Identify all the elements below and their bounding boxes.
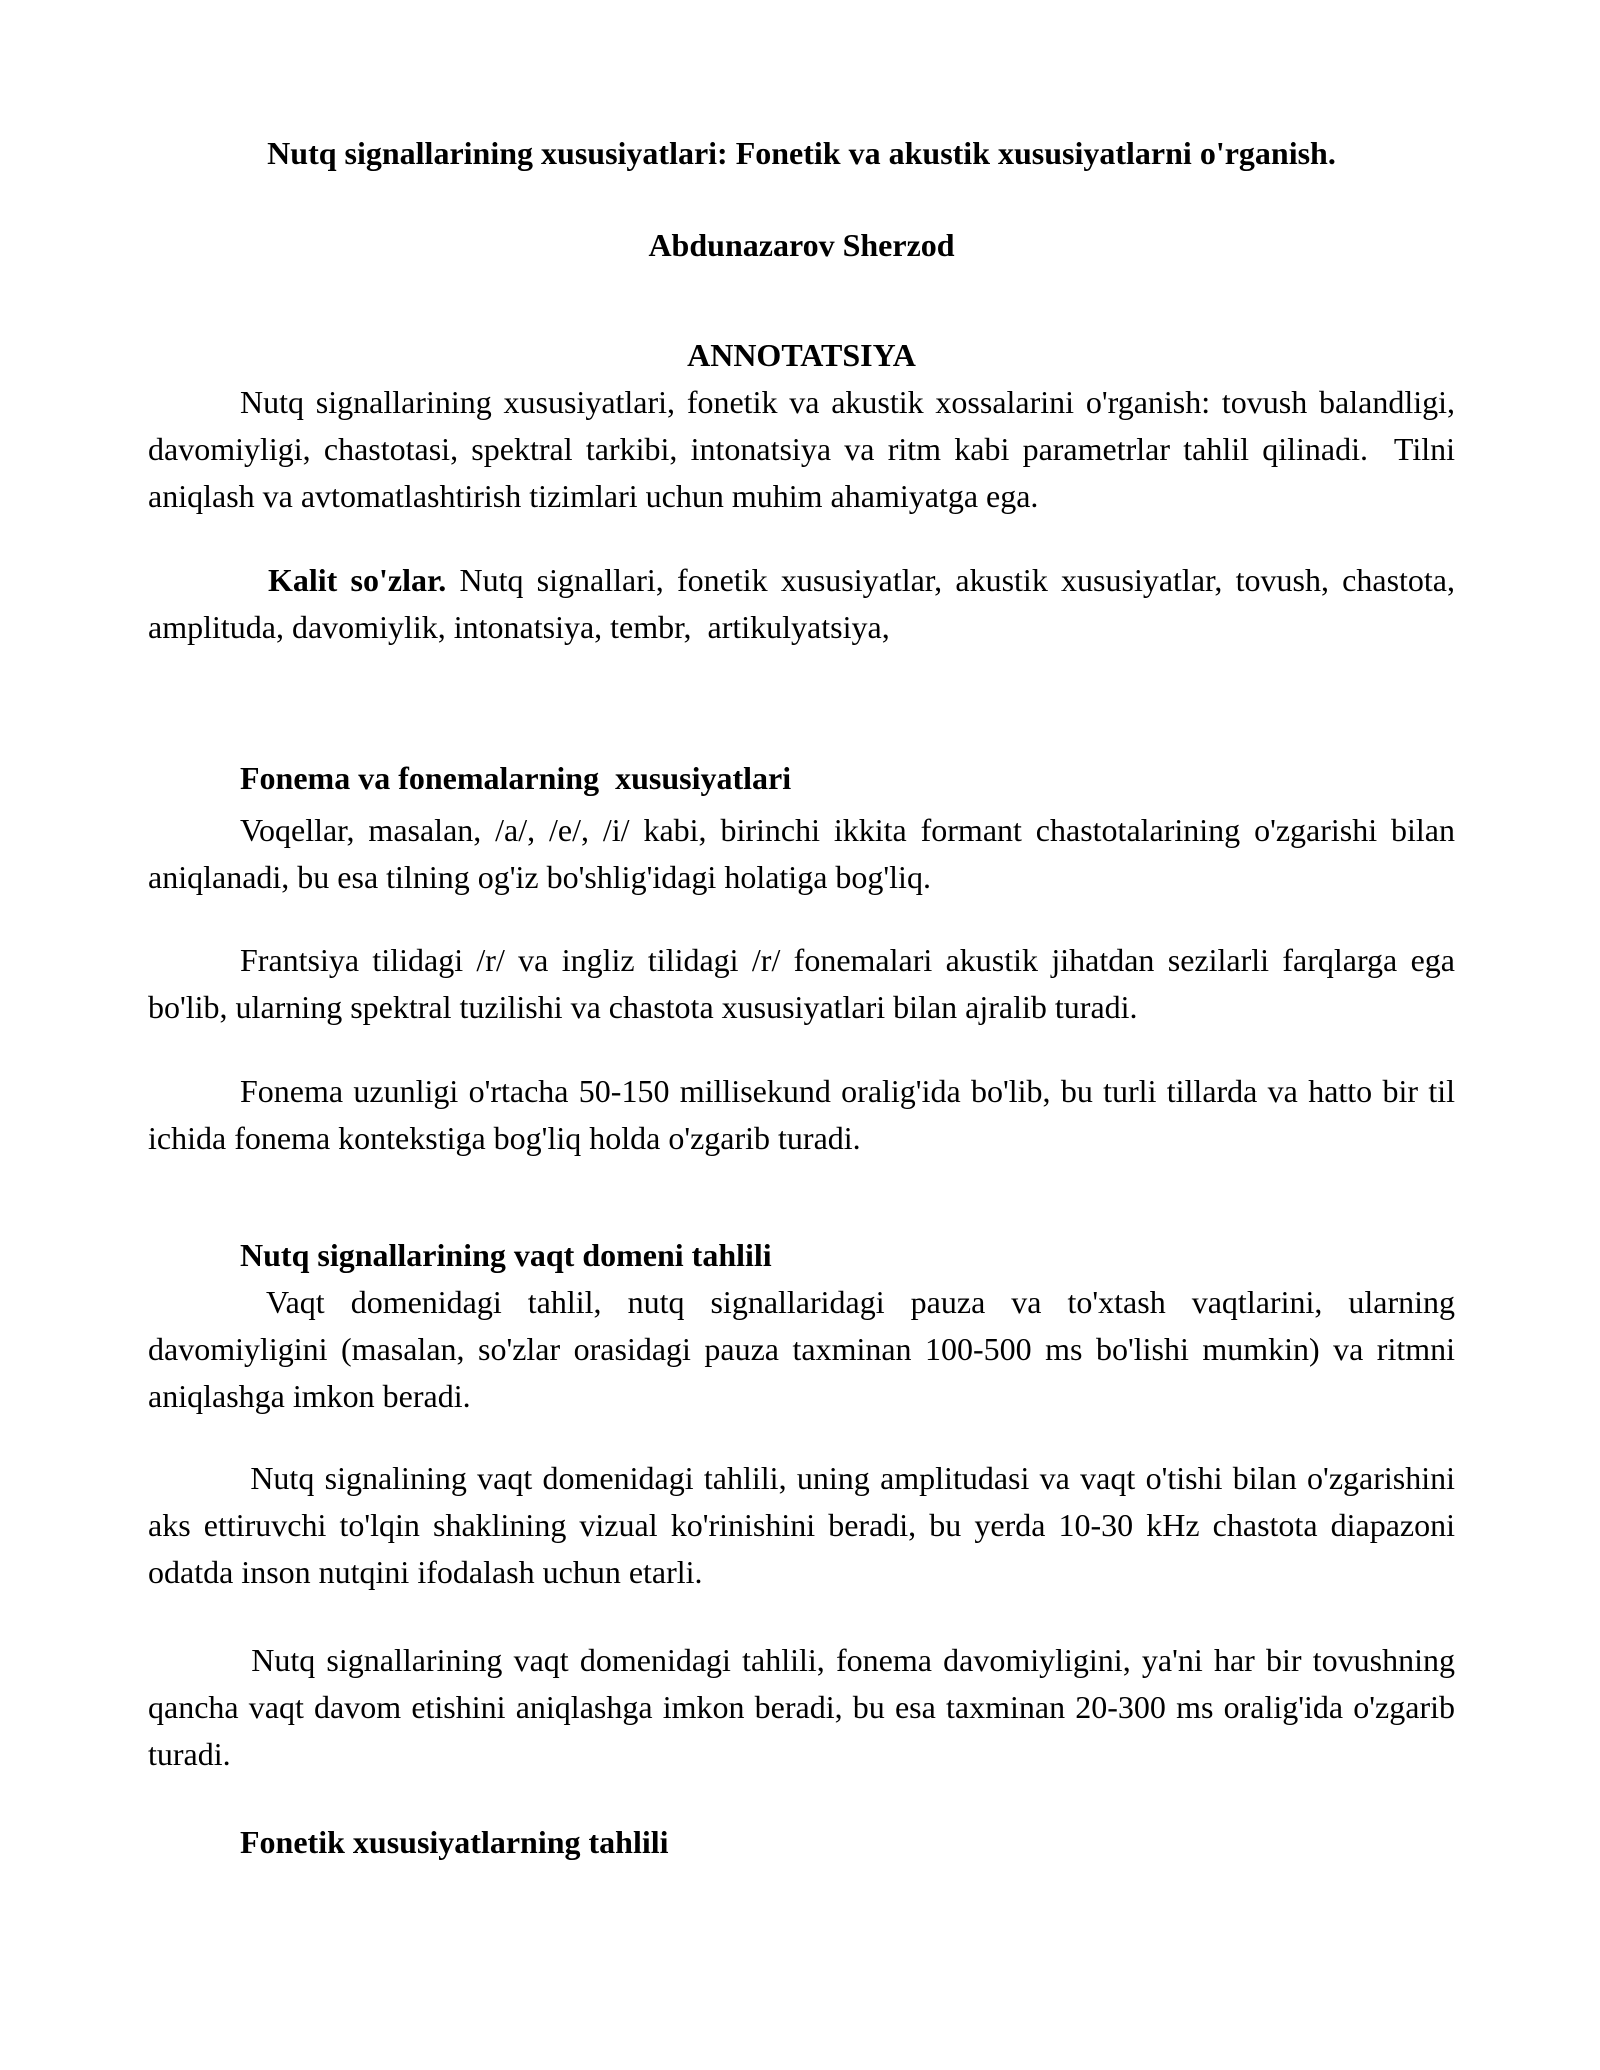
paragraph: Voqellar, masalan, /a/, /e/, /i/ kabi, birinchi ikkita formant chastotalarining o'zgarishi bilan aniqlanadi, bu esa tilning og'iz bo'shlig'idagi holatiga bog'liq. <box>148 812 1463 895</box>
keywords-label: Kalit so'zlar. <box>268 562 447 598</box>
section-heading-vaqt-domeni: Nutq signallarining vaqt domeni tahlili <box>240 1237 772 1273</box>
section-heading-fonetik-tahlil: Fonetik xususiyatlarning tahlili <box>240 1824 669 1860</box>
annotation-heading: ANNOTATSIYA <box>687 337 916 373</box>
annotation-paragraph: Nutq signallarining xususiyatlari, fonetik va akustik xossalarini o'rganish: tovush balandligi, davomiyligi, chastotasi, spektral tarkibi, intonatsiya va ritm kabi parametrlar tahlil qilinadi. Tilni aniqlash va avtomatlashtirish tizimlari uchun muhim ahamiyatga ega. <box>148 384 1463 514</box>
author-name: Abdunazarov Sherzod <box>648 227 955 263</box>
document-title: Nutq signallarining xususiyatlari: Fonetik va akustik xususiyatlarni o'rganish. <box>267 135 1336 171</box>
section-heading-fonema: Fonema va fonemalarning xususiyatlari <box>240 760 792 796</box>
paragraph: Frantsiya tilidagi /r/ va ingliz tilidagi /r/ fonemalari akustik jihatdan sezilarli farqlarga ega bo'lib, ularning spektral tuzilishi va chastota xususiyatlari bilan ajralib turadi. <box>148 942 1463 1025</box>
paragraph: Vaqt domenidagi tahlil, nutq signallaridagi pauza va to'xtash vaqtlarini, ularning davomiyligini (masalan, so'zlar orasidagi pauza taxminan 100-500 ms bo'lishi mumkin) va ritmni aniqlashga imkon beradi. <box>148 1284 1463 1414</box>
paragraph: Fonema uzunligi o'rtacha 50-150 millisekund oralig'ida bo'lib, bu turli tillarda va hatto bir til ichida fonema kontekstiga bog'liq holda o'zgarib turadi. <box>148 1073 1463 1156</box>
paragraph: Nutq signallarining vaqt domenidagi tahlili, fonema davomiyligini, ya'ni har bir tovushning qancha vaqt davom etishini aniqlashga imkon beradi, bu esa taxminan 20-300 ms oralig'ida o'zgarib turadi. <box>148 1642 1464 1772</box>
keywords-text: Nutq signallari, fonetik xususiyatlar, akustik xususiyatlar, tovush, chastota, amplituda, davomiylik, intonatsiya, tembr, artikulyatsiya, <box>148 562 1464 645</box>
paragraph: Nutq signalining vaqt domenidagi tahlili, uning amplitudasi va vaqt o'tishi bilan o'zgarishini aks ettiruvchi to'lqin shaklining vizual ko'rinishini beradi, bu yerda 10-30 kHz chastota diapazoni odatda inson nutqini ifodalash uchun etarli. <box>148 1460 1464 1590</box>
keywords-paragraph <box>148 557 1464 651</box>
